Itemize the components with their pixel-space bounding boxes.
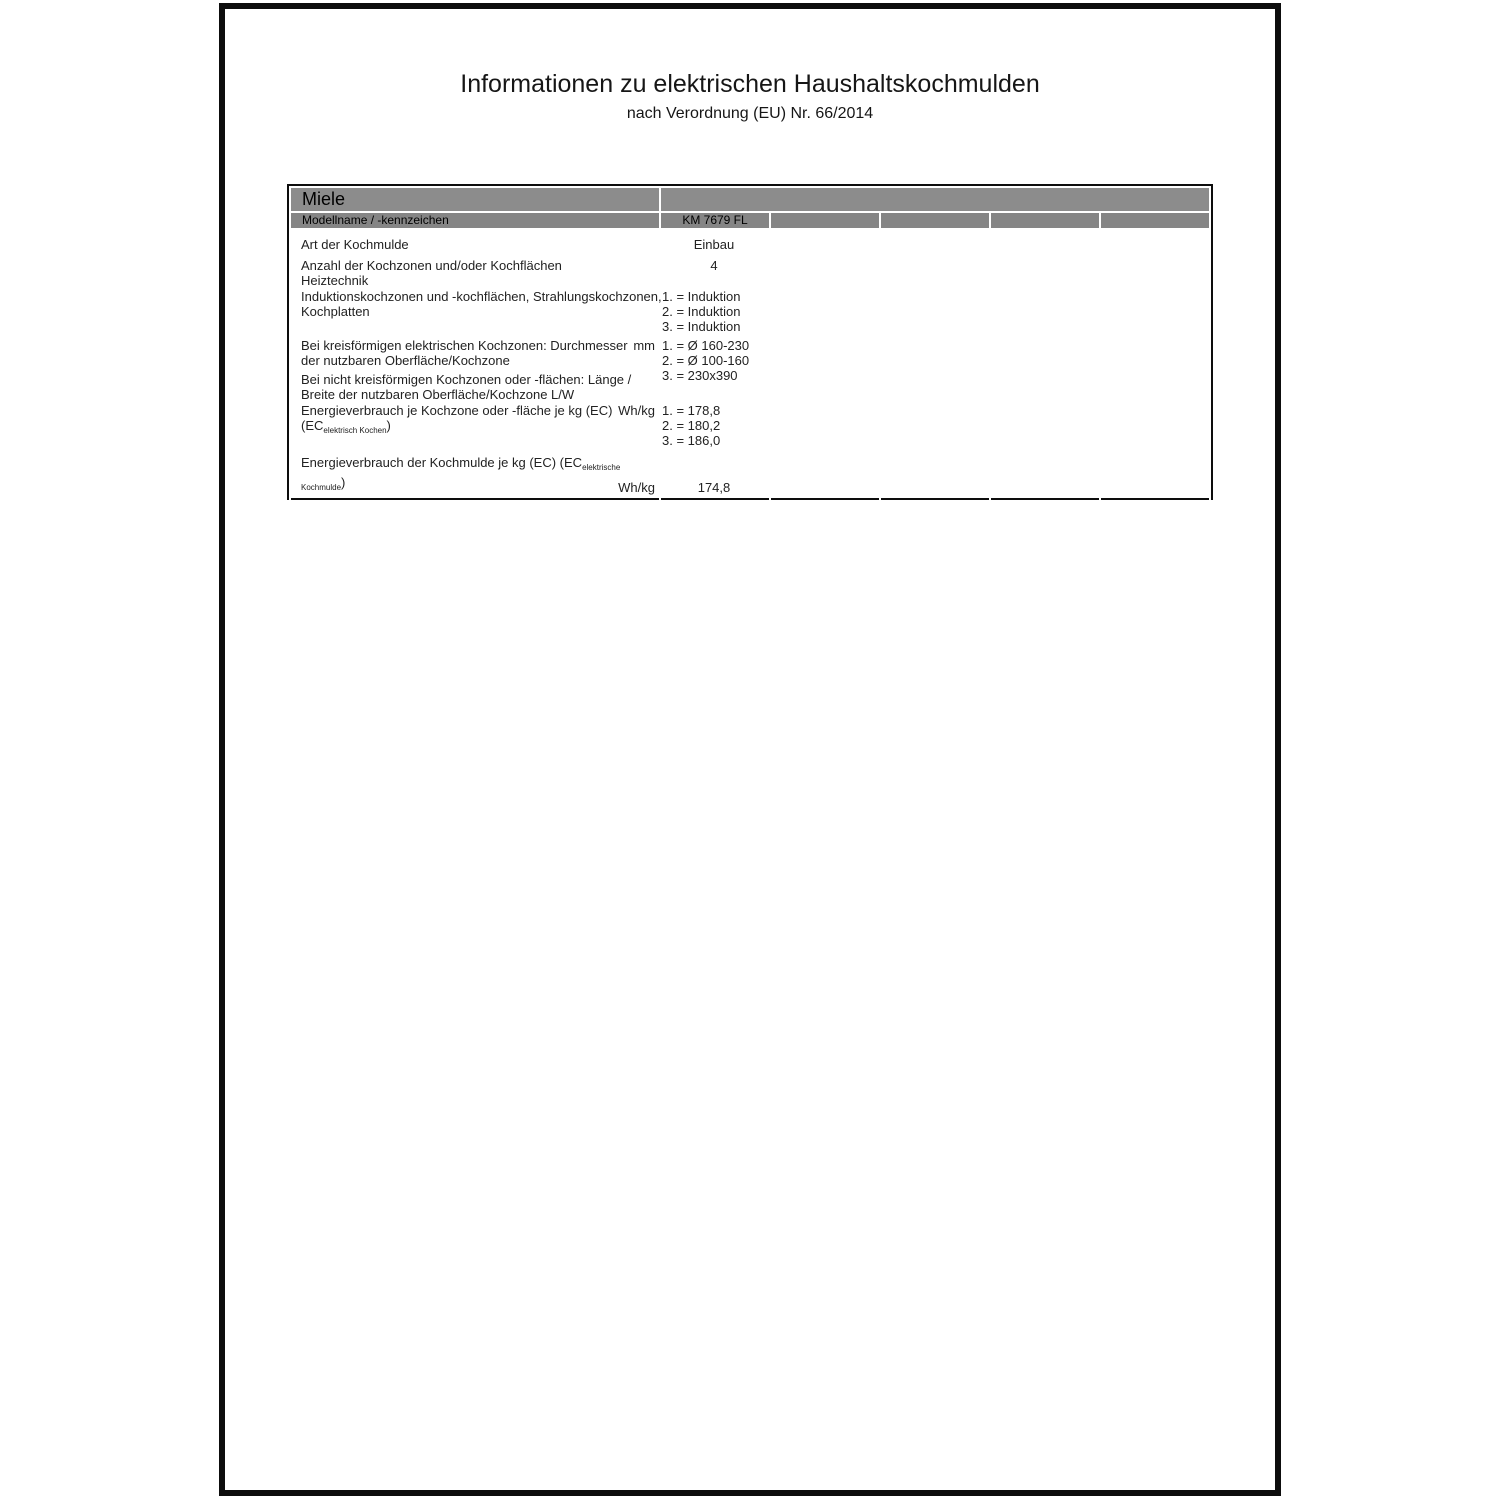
model-empty-cell [881,213,989,228]
spec-label-line: Kochplatten [301,304,370,319]
spec-value-item: 2. = Ø 100-160 [662,353,750,368]
label-subscript: elektrische [582,463,621,472]
bottom-border-segment [1101,498,1209,500]
model-label-cell: Modellname / -kennzeichen [291,213,659,228]
spec-label-line: Heiztechnik [301,273,369,288]
spec-label-line: Induktionskochzonen und -kochflächen, Strahlungskochzonen, [301,289,662,304]
brand-name-cell: Miele [291,188,659,211]
spec-label [291,237,659,252]
spec-value-text: 174,8 [697,480,731,495]
spec-label [291,258,659,273]
spec-label-line: Energieverbrauch je Kochzone oder -fläche je kg (EC) [301,403,613,418]
spec-row-induktion [291,289,1209,334]
spec-label [291,273,659,288]
spec-label-line: Anzahl der Kochzonen und/oder Kochflächen [301,258,562,273]
spec-value-item: 1. = 178,8 [662,403,721,418]
spec-label-line: der nutzbaren Oberfläche/Kochzone [301,353,510,368]
spec-row-anzahl [291,258,1209,273]
label-text: Energieverbrauch der Kochmulde je kg (EC) (EC [301,455,583,470]
spec-label-line [301,418,659,438]
spec-value: 4 [710,258,718,273]
spec-row-ec-kochmulde [291,455,1209,495]
spec-table-body [291,237,1209,496]
label-subscript: elektrisch Kochen [323,426,387,435]
spec-unit: Wh/kg [618,480,655,495]
model-value-cell: KM 7679 FL [661,213,769,228]
label-text: (EC [301,418,324,433]
spec-row-heiztechnik [291,273,1209,288]
spec-label-line: Bei nicht kreisförmigen Kochzonen oder -flächen: Länge / [301,372,632,387]
spec-value-item: 3. = 186,0 [662,433,721,448]
spec-value-item: 2. = 180,2 [662,418,721,433]
label-text: ) [341,475,346,490]
brand-header-empty-cell [661,188,1209,211]
spec-value-item: 1. = Ø 160-230 [662,338,750,353]
document-title: Informationen zu elektrischen Haushaltskochmulden [460,70,1040,98]
bottom-border-segment [881,498,989,500]
spec-row-kochzonen-abmessungen [291,338,1209,402]
spec-row-art [291,237,1209,252]
model-empty-cell [1101,213,1209,228]
spec-value-item: 3. = Induktion [662,319,741,334]
spec-value [659,455,769,495]
spec-value: Einbau [693,237,735,252]
bottom-border-segment [771,498,879,500]
spec-label-line: Art der Kochmulde [301,237,409,252]
spec-label [291,289,662,334]
spec-unit: mm [633,338,655,353]
spec-value-item: 3. = 230x390 [662,368,738,383]
bottom-border-segment [661,498,769,500]
bottom-border-segment [291,498,659,500]
spec-label-line: Breite der nutzbaren Oberfläche/Kochzone L/W [301,387,575,402]
product-fiche-table [287,184,1213,500]
spec-value-item: 2. = Induktion [662,304,741,319]
label-subscript: Kochmulde [301,483,342,492]
spec-label-line [301,455,659,475]
document-subtitle: nach Verordnung (EU) Nr. 66/2014 [626,105,874,122]
model-header-row [291,213,1209,228]
model-empty-cell [991,213,1099,228]
spec-value-list [659,403,769,448]
spec-value-list [659,289,769,334]
brand-header-row [291,188,1209,211]
spec-row-ec-kochzone [291,403,1209,448]
spec-unit: Wh/kg [618,403,655,418]
spec-value-list [659,338,769,402]
spec-label-line: Bei kreisförmigen elektrischen Kochzonen: Durchmesser [301,338,628,353]
label-text: ) [386,418,391,433]
document-page [219,3,1281,1496]
table-bottom-border [291,498,1209,500]
spec-value-item: 1. = Induktion [662,289,741,304]
bottom-border-segment [991,498,1099,500]
model-empty-cell [771,213,879,228]
